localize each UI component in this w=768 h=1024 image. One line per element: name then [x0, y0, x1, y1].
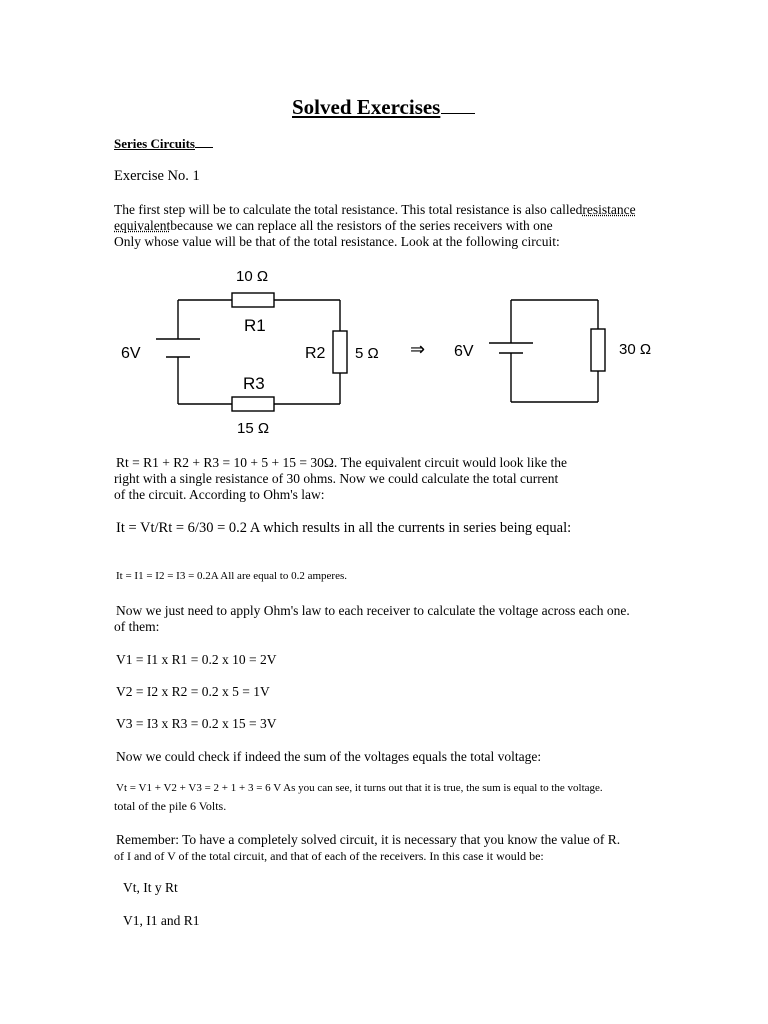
summary-total-item: Vt, It y Rt	[123, 880, 178, 895]
remember-line-2: of I and of V of the total circuit, and that of each of the receivers. In this case it would be:	[114, 849, 544, 863]
v1-equation: V1 = I1 x R1 = 0.2 x 10 = 2V	[116, 652, 277, 667]
intro-line-1: The first step will be to calculate the total resistance. This total resistance is also calledresistance	[114, 202, 636, 217]
ohm-line-2: of them:	[114, 619, 160, 634]
rt-line-1: Rt = R1 + R2 + R3 = 10 + 5 + 15 = 30Ω. The equivalent circuit would look like the	[116, 455, 568, 470]
vt-line-2: total of the pile 6 Volts.	[114, 799, 227, 813]
eq-value-label: 30 Ω	[619, 341, 652, 358]
ohm-line-1: Now we just need to apply Ohm's law to each receiver to calculate the voltage across each one.	[116, 603, 630, 618]
section-heading: Series Circuits	[114, 136, 213, 152]
exercise-heading: Exercise No. 1	[114, 168, 200, 184]
r3-label: R3	[243, 374, 265, 393]
remember-line-1: Remember: To have a completely solved circuit, it is necessary that you know the value of R.	[116, 832, 621, 847]
v3-equation: V3 = I3 x R3 = 0.2 x 15 = 3V	[116, 716, 277, 731]
equivalence-arrow: ⇒	[410, 339, 426, 359]
r2-value-label: 5 Ω	[355, 345, 379, 362]
circuit-diagram	[0, 0, 768, 460]
rt-line-3: of the circuit. According to Ohm's law:	[114, 487, 325, 502]
vt-line-1: Vt = V1 + V2 + V3 = 2 + 1 + 3 = 6 V As you can see, it turns out that it is true, the sum is equal to the voltage.	[116, 782, 603, 794]
v2-equation: V2 = I2 x R2 = 0.2 x 5 = 1V	[116, 684, 270, 699]
resistor-r2	[333, 331, 347, 373]
source-label: 6V	[121, 345, 141, 362]
resistor-r1	[232, 293, 274, 307]
total-current-line: It = Vt/Rt = 6/30 = 0.2 A which results in all the currents in series being equal:	[116, 520, 572, 536]
resistor-equivalent	[591, 329, 605, 371]
resistance-term: resistance	[582, 202, 636, 217]
rt-line-2: right with a single resistance of 30 ohms. Now we could calculate the total current	[114, 471, 559, 486]
equivalent-circuit	[489, 300, 605, 402]
r2-label: R2	[305, 345, 326, 362]
equivalent-term: equivalent	[114, 218, 171, 233]
intro-line-2: equivalentbecause we can replace all the resistors of the series receivers with one	[114, 218, 553, 233]
currents-equal-line: It = I1 = I2 = I3 = 0.2A All are equal to 0.2 amperes.	[116, 570, 348, 582]
intro-line-3: Only whose value will be that of the total resistance. Look at the following circuit:	[114, 234, 560, 249]
r1-value-label: 10 Ω	[236, 268, 269, 285]
eq-source-label: 6V	[454, 343, 474, 360]
page-title: Solved Exercises	[292, 95, 475, 120]
resistor-r3	[232, 397, 274, 411]
summary-receiver-item: V1, I1 and R1	[123, 913, 200, 928]
r3-value-label: 15 Ω	[237, 420, 270, 437]
r1-label: R1	[244, 316, 266, 335]
check-line: Now we could check if indeed the sum of the voltages equals the total voltage:	[116, 749, 542, 764]
